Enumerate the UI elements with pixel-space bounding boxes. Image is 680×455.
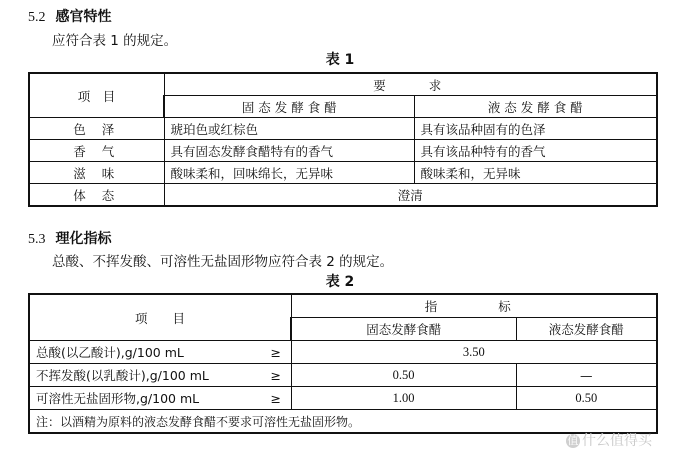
table1-col-solid: 固 态 发 酵 食 醋 [164,96,414,118]
row-liquid-value: — [516,364,657,387]
table2-item-header: 项 目 [29,294,291,341]
table-row [29,118,657,140]
watermark-text: 什么值得买 [582,433,652,449]
table2-note: 注：以酒精为原料的液态发酵食醋不要求可溶性无盐固形物。 [29,410,657,434]
row-item: 体 态 [29,184,164,207]
section-title: 理化指标 [55,231,112,247]
section-5-3-text: 总酸、不挥发酸、可溶性无盐固形物应符合表 2 的规定。 [52,254,394,270]
table-row [29,184,657,207]
table-row [29,364,657,387]
row-item: 可溶性无盐固形物,g/100 mL [29,387,261,410]
row-item: 滋 味 [29,162,164,184]
row-item: 色 泽 [29,118,164,140]
row-operator: ≥ [261,341,291,364]
row-liquid-value: 具有该品种固有的色泽 [414,118,657,140]
row-item: 总酸(以乙酸计),g/100 mL [29,341,261,364]
table1-item-header: 项 目 [29,73,164,118]
table2-col-liquid: 液态发酵食醋 [516,318,657,341]
row-solid-value: 0.50 [291,364,516,387]
row-liquid-value: 0.50 [516,387,657,410]
table-row [29,162,657,184]
row-operator: ≥ [261,364,291,387]
table1-caption: 表 1 [325,52,355,68]
row-merged-value: 澄清 [164,184,657,207]
table1-col-liquid: 液 态 发 酵 食 醋 [414,96,657,118]
section-number: 5.3 [28,232,46,247]
physicochemical-table [28,293,658,434]
row-item: 香 气 [29,140,164,162]
row-liquid-value: 具有该品种特有的香气 [414,140,657,162]
table1-requirement-header: 要 求 [164,73,657,96]
section-5-2-text: 应符合表 1 的规定。 [52,33,178,49]
watermark-badge-icon: 值 [567,434,579,447]
row-liquid-value: 酸味柔和，无异味 [414,162,657,184]
section-5-3-heading [28,228,112,248]
watermark-logo [566,430,652,450]
sensory-table [28,72,658,207]
row-solid-value: 具有固态发酵食醋特有的香气 [164,140,414,162]
row-solid-value: 酸味柔和，回味绵长，无异味 [164,162,414,184]
row-operator: ≥ [261,387,291,410]
table-row [29,387,657,410]
table2-index-header: 指 标 [291,294,657,318]
table-row [29,140,657,162]
table-row [29,341,657,364]
row-merged-value: 3.50 [291,341,657,364]
table2-caption: 表 2 [325,274,355,290]
section-title: 感官特性 [55,9,112,25]
table2-col-solid: 固态发酵食醋 [291,318,516,341]
section-number: 5.2 [28,10,46,25]
row-solid-value: 琥珀色或红棕色 [164,118,414,140]
row-solid-value: 1.00 [291,387,516,410]
section-5-2-heading [28,6,112,26]
row-item: 不挥发酸(以乳酸计),g/100 mL [29,364,261,387]
